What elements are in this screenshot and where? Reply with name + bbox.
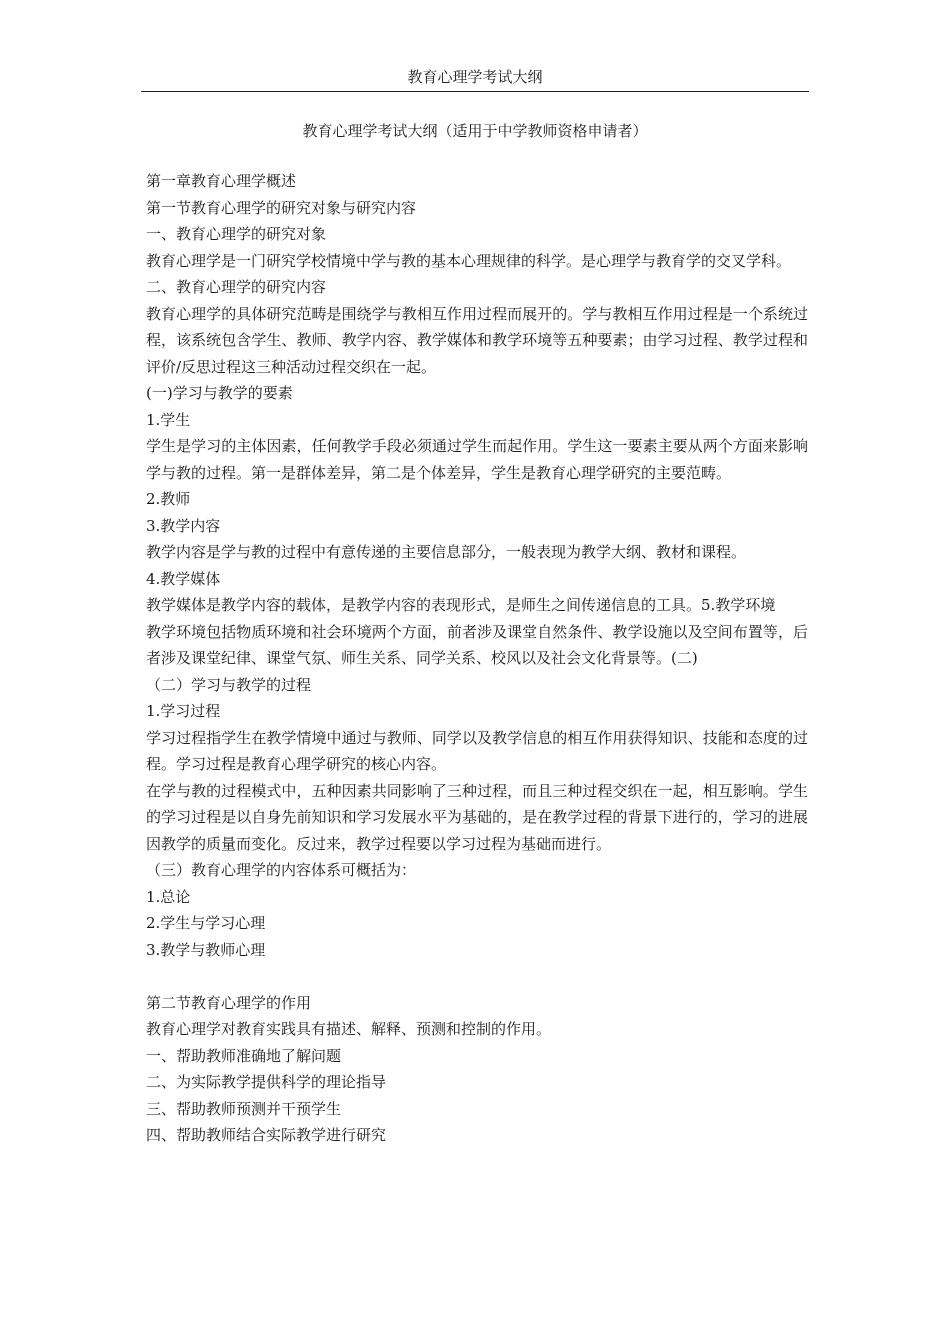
subsection-heading: (一)学习与教学的要素	[146, 384, 293, 402]
chapter-heading: 第一章教育心理学概述	[146, 172, 297, 190]
paragraph: 教育心理学对教育实践具有描述、解释、预测和控制的作用。	[146, 1020, 552, 1038]
section-heading: 第一节教育心理学的研究对象与研究内容	[146, 198, 417, 217]
header-divider	[141, 91, 809, 92]
paragraph: 教学环境包括物质环境和社会环境两个方面，前者涉及课堂自然条件、教学设施以及空间布置等，后者涉及课堂纪律、课堂气氛、师生关系、同学关系、校风以及社会文化背景等。(二)	[146, 622, 808, 667]
list-item: 1.学生	[146, 410, 191, 429]
subsection-heading: （二）学习与教学的过程	[146, 675, 312, 694]
subsection-heading: 一、教育心理学的研究对象	[146, 225, 327, 243]
list-item: 3.教学与教师心理	[146, 940, 266, 959]
list-item: 4.教学媒体	[146, 569, 221, 588]
paragraph: 教育心理学是一门研究学校情境中学与教的基本心理规律的科学。是心理学与教育学的交叉学科。	[146, 251, 792, 270]
list-item: 1.学习过程	[146, 702, 221, 720]
paragraph: 学生是学习的主体因素，任何教学手段必须通过学生而起作用。学生这一要素主要从两个方面来影响学与教的过程。第一是群体差异，第二是个体差异，学生是教育心理学研究的主要范畴。	[146, 437, 808, 482]
list-item: 1.总论	[146, 887, 191, 906]
subsection-heading: 二、教育心理学的研究内容	[146, 278, 327, 296]
section-heading: 第二节教育心理学的作用	[146, 993, 312, 1012]
subsection-heading: （三）教育心理学的内容体系可概括为：	[146, 861, 417, 879]
paragraph: 教学媒体是教学内容的载体，是教学内容的表现形式，是师生之间传递信息的工具。5.教学环境	[146, 596, 776, 614]
paragraph: 教育心理学的具体研究范畴是围绕学与教相互作用过程而展开的。学与教相互作用过程是一个系统过程，该系统包含学生、教师、教学内容、教学媒体和教学环境等五种要素；由学习过程、教学过程和评价/反思过程这三种活动过程交织在一起。	[146, 304, 808, 376]
document-body	[146, 168, 808, 1149]
page-header-title: 教育心理学考试大纲	[407, 68, 543, 86]
list-item: 2.学生与学习心理	[146, 914, 266, 932]
list-item: 四、帮助教师结合实际教学进行研究	[146, 1126, 387, 1144]
list-item: 2.教师	[146, 490, 191, 508]
list-item: 二、为实际教学提供科学的理论指导	[146, 1073, 387, 1091]
list-item: 3.教学内容	[146, 516, 221, 535]
list-item: 一、帮助教师准确地了解问题	[146, 1046, 342, 1065]
list-item: 三、帮助教师预测并干预学生	[146, 1099, 342, 1118]
paragraph: 在学与教的过程模式中，五种因素共同影响了三种过程，而且三种过程交织在一起，相互影响。学生的学习过程是以自身先前知识和学习发展水平为基础的，是在教学过程的背景下进行的，学习的进展因教学的质量而变化。反过来，教学过程要以学习过程为基础而进行。	[146, 781, 808, 853]
document-title: 教育心理学考试大纲（适用于中学教师资格申请者）	[302, 122, 648, 140]
paragraph: 教学内容是学与教的过程中有意传递的主要信息部分，一般表现为教学大纲、教材和课程。	[146, 543, 747, 561]
paragraph: 学习过程指学生在教学情境中通过与教师、同学以及教学信息的相互作用获得知识、技能和态度的过程。学习过程是教育心理学研究的核心内容。	[146, 728, 808, 773]
